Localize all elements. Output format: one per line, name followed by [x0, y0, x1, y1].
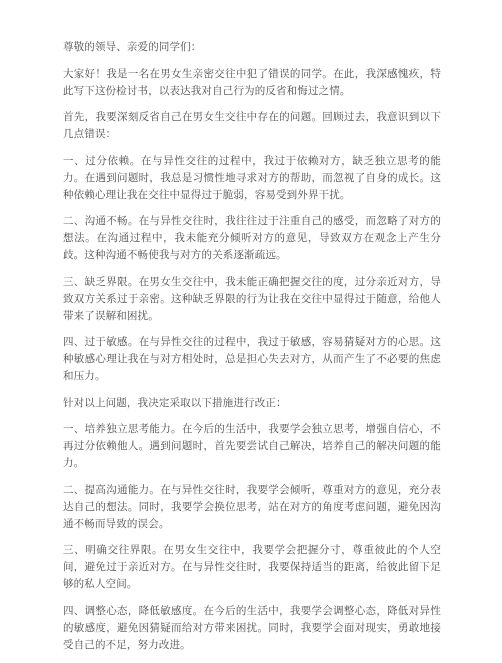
measure-paragraph-2: 二、提高沟通能力。在与异性交往时，我要学会倾听，尊重对方的意见，充分表达自己的想法。同时，我要学会换位思考，站在对方的角度考虑问题，避免因沟通不畅而导致的误会。 — [63, 483, 441, 530]
salutation: 尊敬的领导、亲爱的同学们： — [63, 41, 202, 53]
measure-paragraph-3: 三、明确交往界限。在男女生交往中，我要学会把握分寸，尊重彼此的个人空间，避免过于亲近对方。在与异性交往时，我要保持适当的距离，给彼此留下足够的私人空间。 — [63, 544, 441, 590]
problem-paragraph-2: 二、沟通不畅。在与异性交往时，我往往过于注重自己的感受，而忽略了对方的想法。在沟通过程中，我未能充分倾听对方的意见，导致双方在观念上产生分歧。这种沟通不畅使我与对方的关系逐渐疏远。 — [63, 215, 441, 261]
intro-paragraph: 大家好！我是一名在男女生亲密交往中犯了错误的同学。在此，我深感愧疚，特此写下这份检讨书，以表达我对自己行为的反省和悔过之情。 — [63, 67, 441, 97]
measure-paragraph-1: 一、培养独立思考能力。在今后的生活中，我要学会独立思考，增强自信心，不再过分依赖他人。遇到问题时，首先要尝试自己解决，培养自己的解决问题的能力。 — [63, 423, 441, 469]
measure-paragraph-4: 四、调整心态，降低敏感度。在今后的生活中，我要学会调整心态，降低对异性的敏感度，避免因猜疑而给对方带来困扰。同时，我要学会面对现实，勇敢地接受自己的不足，努力改进。 — [63, 604, 441, 651]
document-body — [63, 39, 441, 663]
problem-paragraph-1: 一、过分依赖。在与异性交往的过程中，我过于依赖对方，缺乏独立思考的能力。在遇到问题时，我总是习惯性地寻求对方的帮助，而忽视了自身的成长。这种依赖心理让我在交往中显得过于脆弱，容易受到外界干扰。 — [63, 154, 441, 201]
problem-paragraph-3: 三、缺乏界限。在男女生交往中，我未能正确把握交往的度，过分亲近对方，导致双方关系过于亲密。这种缺乏界限的行为让我在交往中显得过于随意，给他人带来了误解和困扰。 — [63, 275, 441, 322]
problem-paragraph-4: 四、过于敏感。在与异性交往的过程中，我过于敏感，容易猜疑对方的心思。这种敏感心理让我在与对方相处时，总是担心失去对方，从而产生了不必要的焦虑和压力。 — [63, 336, 441, 382]
measures-intro-paragraph: 针对以上问题，我决定采取以下措施进行改正： — [63, 396, 287, 409]
problems-intro-paragraph: 首先，我要深刻反省自己在男女生交往中存在的问题。回顾过去，我意识到以下几点错误： — [63, 111, 441, 140]
